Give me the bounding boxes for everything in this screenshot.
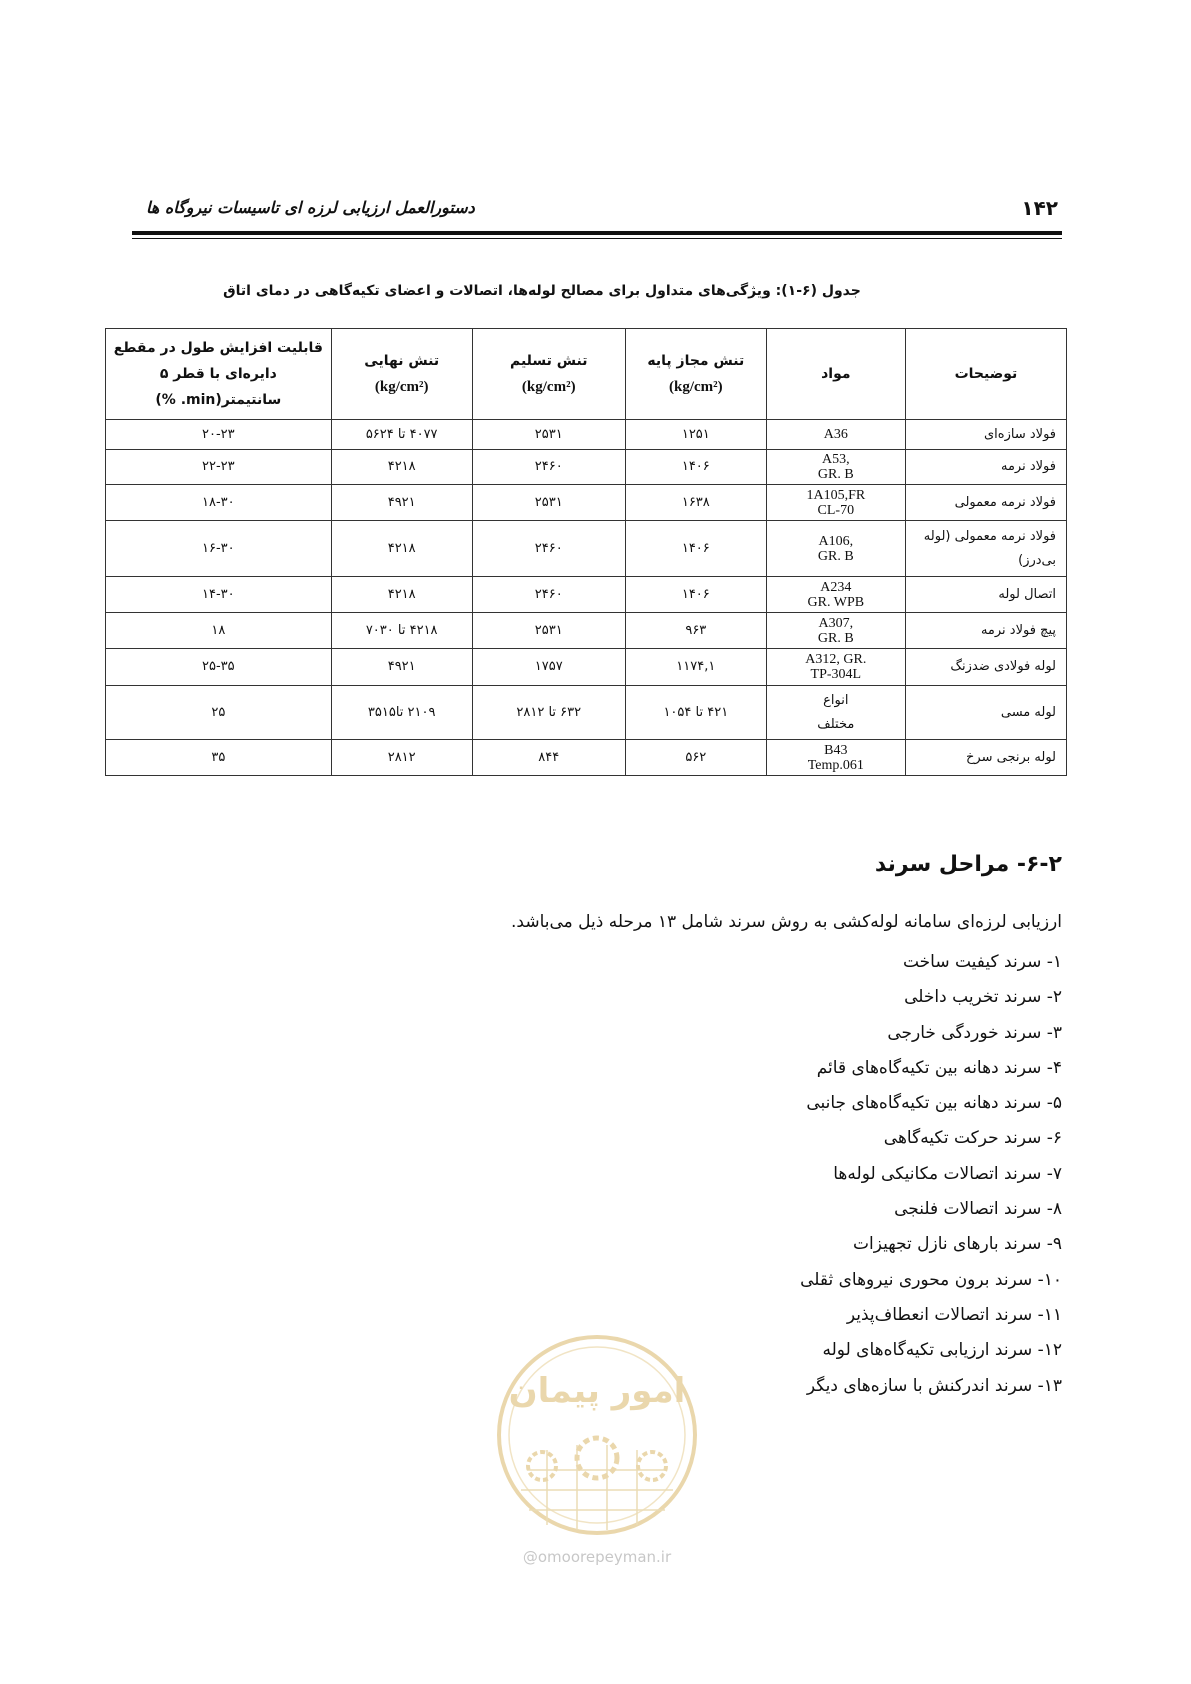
- cell-ultimate-stress: ۴۹۲۱: [331, 485, 472, 521]
- cell-description: لوله برنجی سرخ: [905, 740, 1066, 776]
- cell-ultimate-stress: ۴۲۱۸: [331, 521, 472, 577]
- cell-yield-stress: ۶۳۲ تا ۲۸۱۲: [472, 686, 625, 740]
- section-intro: ارزیابی لرزه‌ای سامانه لوله‌کشی به روش سرند شامل ۱۳ مرحله ذیل می‌باشد.: [511, 912, 1062, 932]
- table-header-row: [106, 329, 1067, 420]
- cell-description: فولاد نرمه معمولی (لوله بی‌درز): [905, 521, 1066, 577]
- cell-description: لوله مسی: [905, 686, 1066, 740]
- header-base-stress-unit: (kg/cm²): [668, 379, 723, 395]
- list-item: ۱- سرند کیفیت ساخت: [902, 952, 1062, 972]
- cell-elongation: ۱۶-۳۰: [106, 521, 332, 577]
- header-rule-thin: [132, 238, 1062, 239]
- cell-material: A307, GR. B: [766, 613, 905, 649]
- list-item: ۶- سرند حرکت تکیه‌گاهی: [883, 1128, 1062, 1149]
- table-row: [106, 686, 1067, 740]
- cell-yield-stress: ۲۵۳۱: [472, 613, 625, 649]
- header-base-stress-label: تنش مجاز پایه: [647, 353, 745, 369]
- cell-elongation: ۱۴-۳۰: [106, 577, 332, 613]
- materials-table: [105, 328, 1067, 776]
- cell-yield-stress: ۲۴۶۰: [472, 450, 625, 485]
- header-elongation: [106, 329, 332, 420]
- header-material: مواد: [766, 329, 905, 420]
- cell-description: فولاد سازه‌ای: [905, 420, 1066, 450]
- table-row: [106, 485, 1067, 521]
- header-yield-stress-unit: (kg/cm²): [521, 379, 576, 395]
- cell-yield-stress: ۸۴۴: [472, 740, 625, 776]
- cell-description: پیچ فولاد نرمه: [905, 613, 1066, 649]
- watermark-logo-text: امور پیمان: [508, 1371, 686, 1411]
- cell-base-stress: ۵۶۲: [625, 740, 766, 776]
- header-ultimate-stress-unit: (kg/cm²): [374, 379, 429, 395]
- watermark-url: @omoorepeyman.ir: [522, 1548, 672, 1566]
- header-yield-stress-label: تنش تسلیم: [509, 353, 588, 369]
- table-row: [106, 740, 1067, 776]
- list-item: ۲- سرند تخریب داخلی: [904, 987, 1062, 1008]
- cell-description: لوله فولادی ضدزنگ: [905, 649, 1066, 686]
- cell-base-stress: ۹۶۳: [625, 613, 766, 649]
- header-description: توضیحات: [905, 329, 1066, 420]
- cell-base-stress: ۱۴۰۶: [625, 577, 766, 613]
- cell-material: 1A105,FR CL-70: [766, 485, 905, 521]
- list-item: ۱۳- سرند اندرکنش با سازه‌های دیگر: [806, 1375, 1062, 1396]
- cell-elongation: ۱۸: [106, 613, 332, 649]
- table-row: [106, 420, 1067, 450]
- cell-elongation: ۲۵-۳۵: [106, 649, 332, 686]
- header-elongation-line3: سانتیمتر(min. %): [155, 392, 282, 408]
- cell-description: اتصال لوله: [905, 577, 1066, 613]
- cell-base-stress: ۱۴۰۶: [625, 521, 766, 577]
- header-elongation-line1: قابلیت افزایش طول در مقطع: [113, 340, 323, 356]
- page-header: [132, 196, 1062, 226]
- cell-ultimate-stress: ۴۲۱۸: [331, 450, 472, 485]
- list-item: ۱۱- سرند اتصالات انعطاف‌پذیر: [846, 1304, 1062, 1325]
- list-item: ۳- سرند خوردگی خارجی: [887, 1022, 1062, 1043]
- cell-material: انواع مختلف: [766, 686, 905, 740]
- cell-ultimate-stress: ۲۱۰۹ تا۳۵۱۵: [331, 686, 472, 740]
- cell-ultimate-stress: ۴۰۷۷ تا ۵۶۲۴: [331, 420, 472, 450]
- running-title: دستورالعمل ارزیابی لرزه ای تاسیسات نیروگاه ها: [146, 198, 475, 217]
- cell-elongation: ۲۲-۲۳: [106, 450, 332, 485]
- list-item: ۷- سرند اتصالات مکانیکی لوله‌ها: [833, 1163, 1062, 1184]
- cell-elongation: ۱۸-۳۰: [106, 485, 332, 521]
- header-elongation-line2: دایره‌ای با قطر ۵: [159, 366, 277, 382]
- cell-description: فولاد نرمه معمولی: [905, 485, 1066, 521]
- cell-yield-stress: ۲۴۶۰: [472, 521, 625, 577]
- cell-yield-stress: ۱۷۵۷: [472, 649, 625, 686]
- screening-steps-list: [800, 945, 1062, 1404]
- list-item: ۸- سرند اتصالات فلنجی: [894, 1199, 1062, 1220]
- list-item: ۱۲- سرند ارزیابی تکیه‌گاه‌های لوله: [822, 1340, 1062, 1361]
- table-row: [106, 450, 1067, 485]
- cell-yield-stress: ۲۵۳۱: [472, 485, 625, 521]
- watermark-logo: [487, 1330, 707, 1570]
- cell-material: B43 Temp.061: [766, 740, 905, 776]
- watermark-seal-icon: [487, 1330, 707, 1545]
- cell-ultimate-stress: ۴۲۱۸: [331, 577, 472, 613]
- cell-ultimate-stress: ۴۲۱۸ تا ۷۰۳۰: [331, 613, 472, 649]
- cell-material: A234 GR. WPB: [766, 577, 905, 613]
- header-ultimate-stress-label: تنش نهایی: [364, 353, 440, 369]
- header-rule-thick: [132, 231, 1062, 235]
- header-yield-stress: [472, 329, 625, 420]
- cell-material: A36: [766, 420, 905, 450]
- cell-base-stress: ۱۴۰۶: [625, 450, 766, 485]
- header-base-stress: [625, 329, 766, 420]
- table-row: [106, 521, 1067, 577]
- table-caption: جدول (۶-۱): ویژگی‌های متداول برای مصالح لوله‌ها، اتصالات و اعضای تکیه‌گاهی در دمای اتاق: [223, 283, 861, 299]
- cell-base-stress: ۱۶۳۸: [625, 485, 766, 521]
- list-item: ۵- سرند دهانه بین تکیه‌گاه‌های جانبی: [806, 1093, 1062, 1114]
- cell-elongation: ۲۰-۲۳: [106, 420, 332, 450]
- cell-material: A106, GR. B: [766, 521, 905, 577]
- cell-base-stress: ۱۱۷۴,۱: [625, 649, 766, 686]
- cell-base-stress: ۴۲۱ تا ۱۰۵۴: [625, 686, 766, 740]
- table-row: [106, 577, 1067, 613]
- cell-elongation: ۲۵: [106, 686, 332, 740]
- list-item: ۱۰- سرند برون محوری نیروهای ثقلی: [800, 1269, 1062, 1290]
- page-number: ۱۴۲: [1021, 196, 1058, 220]
- cell-yield-stress: ۲۵۳۱: [472, 420, 625, 450]
- list-item: ۹- سرند بارهای نازل تجهیزات: [853, 1234, 1062, 1255]
- header-ultimate-stress: [331, 329, 472, 420]
- cell-description: فولاد نرمه: [905, 450, 1066, 485]
- cell-elongation: ۳۵: [106, 740, 332, 776]
- table-row: [106, 613, 1067, 649]
- table-row: [106, 649, 1067, 686]
- cell-material: A53, GR. B: [766, 450, 905, 485]
- section-heading: ۶-۲- مراحل سرند: [874, 852, 1062, 877]
- list-item: ۴- سرند دهانه بین تکیه‌گاه‌های قائم: [816, 1057, 1062, 1078]
- cell-base-stress: ۱۲۵۱: [625, 420, 766, 450]
- cell-ultimate-stress: ۲۸۱۲: [331, 740, 472, 776]
- table-body: [106, 420, 1067, 776]
- cell-yield-stress: ۲۴۶۰: [472, 577, 625, 613]
- cell-ultimate-stress: ۴۹۲۱: [331, 649, 472, 686]
- cell-material: A312, GR. TP-304L: [766, 649, 905, 686]
